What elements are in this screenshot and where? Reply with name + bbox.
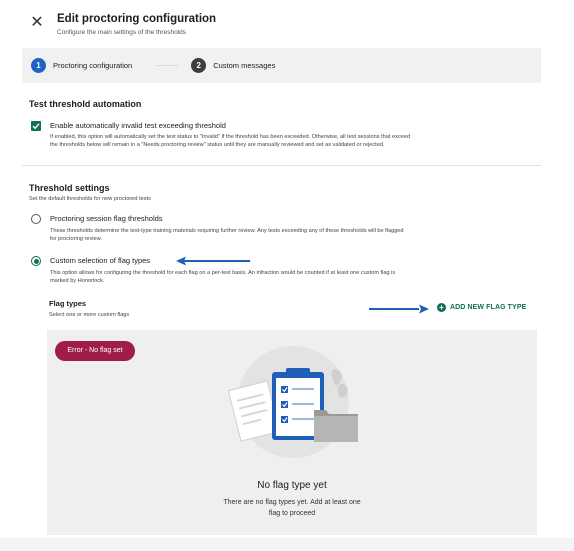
automation-section-title: Test threshold automation xyxy=(29,99,142,109)
auto-invalid-description-2: the thresholds below will remain in a "Needs proctoring review" status until they are manually reviewed and set as validated or rejected. xyxy=(50,142,385,148)
step-proctoring-configuration[interactable] xyxy=(31,58,132,73)
error-badge: Error - No flag set xyxy=(55,341,135,361)
step-label: Proctoring configuration xyxy=(53,61,133,70)
check-icon xyxy=(32,122,40,130)
step-number: 1 xyxy=(31,58,46,73)
step-connector xyxy=(156,65,178,66)
empty-state-title: No flag type yet xyxy=(257,480,327,491)
radio-session-flag-thresholds[interactable] xyxy=(31,214,41,224)
custom-flag-types-description-1: This option allows for configuring the threshold for each flag on a per-test basis. An infraction would be counted if at least one custom flag is xyxy=(50,270,396,276)
auto-invalid-label: Enable automatically invalid test exceeding threshold xyxy=(50,121,226,130)
session-flag-thresholds-description-2: for proctoring review. xyxy=(50,236,102,242)
radio-custom-flag-types[interactable] xyxy=(31,256,41,266)
bottom-strip xyxy=(0,538,574,551)
page-title: Edit proctoring configuration xyxy=(57,13,217,25)
auto-invalid-description-1: If enabled, this option will automatically set the test status to "Invalid" if the threshold has been exceeded. Otherwise, all test sessions that exceed xyxy=(50,134,410,140)
flag-types-subtitle: Select one or more custom flags xyxy=(49,312,130,318)
session-flag-thresholds-description-1: These thresholds determine the test-type training materials requiring further review. Any tests exceeding any of these thresholds will be flagged xyxy=(50,228,404,234)
custom-flag-types-label: Custom selection of flag types xyxy=(50,256,151,265)
annotation-arrow-left-icon xyxy=(176,256,252,266)
empty-state-text-2: flag to proceed xyxy=(268,510,316,517)
step-label: Custom messages xyxy=(213,61,276,70)
clipboard-illustration-icon xyxy=(228,346,368,466)
auto-invalid-checkbox[interactable] xyxy=(31,121,41,131)
step-number: 2 xyxy=(191,58,206,73)
page-subtitle: Configure the main settings of the thresholds xyxy=(57,29,186,36)
add-new-flag-type-label: ADD NEW FLAG TYPE xyxy=(450,304,527,311)
section-divider xyxy=(22,165,541,166)
annotation-arrow-right-icon xyxy=(369,304,429,314)
threshold-section-subtitle: Set the default thresholds for new proctored tests xyxy=(29,196,151,202)
session-flag-thresholds-label: Proctoring session flag thresholds xyxy=(50,214,163,223)
plus-circle-icon: + xyxy=(437,303,446,312)
step-custom-messages[interactable] xyxy=(191,58,275,73)
threshold-section-title: Threshold settings xyxy=(29,183,110,193)
flag-types-title: Flag types xyxy=(49,299,87,308)
close-icon[interactable]: ✕ xyxy=(30,14,44,31)
add-new-flag-type-button[interactable] xyxy=(437,303,526,312)
empty-state-text-1: There are no flag types yet. Add at least one xyxy=(223,499,361,506)
custom-flag-types-description-2: marked by Honorlock. xyxy=(50,278,105,284)
stepper xyxy=(22,48,541,83)
